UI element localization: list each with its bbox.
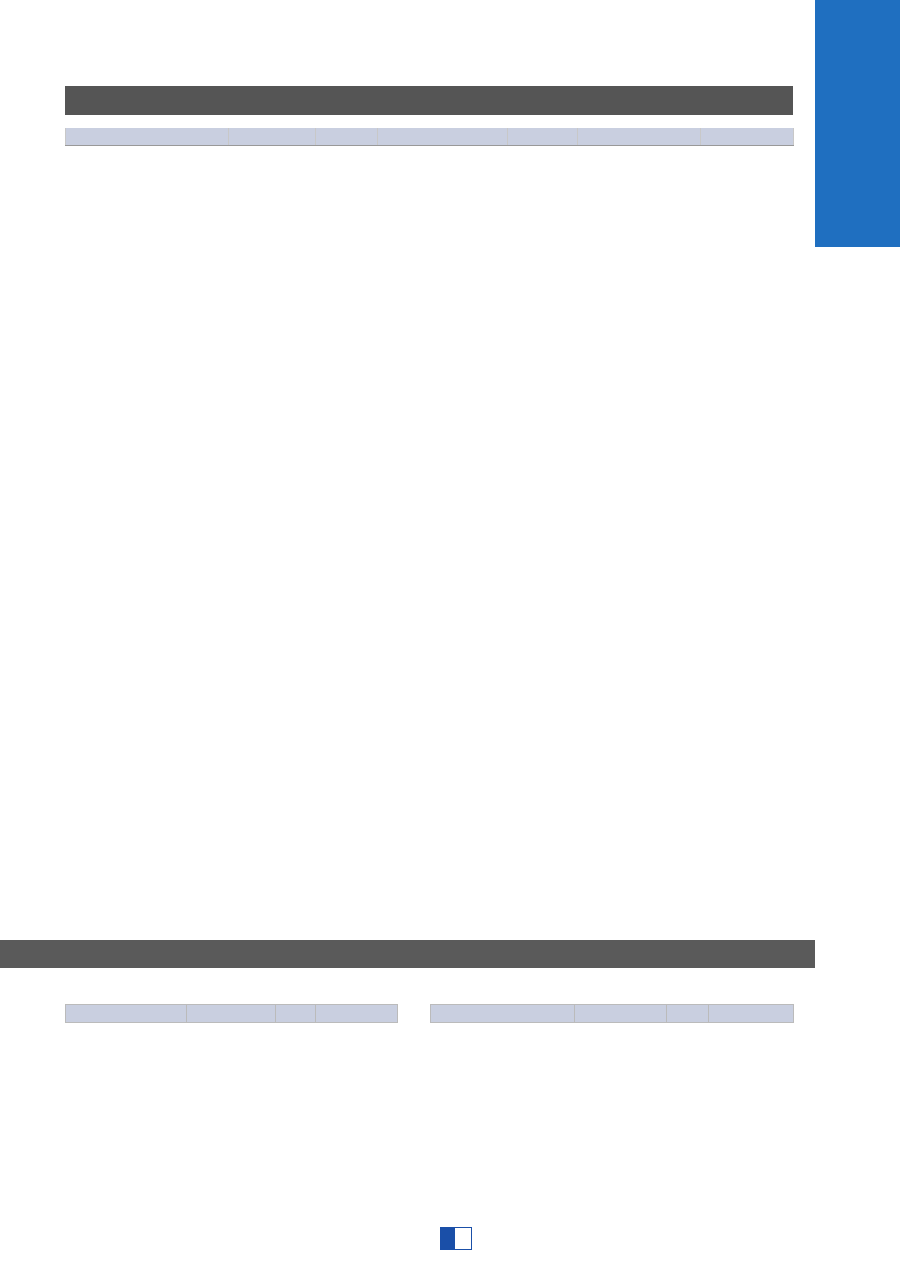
- section-divider: [0, 940, 815, 968]
- col-header: [575, 1005, 667, 1023]
- col-header: [431, 1005, 575, 1023]
- pl-header-row: [66, 1005, 398, 1023]
- col-header: [378, 128, 508, 146]
- quick-code-number: [454, 1228, 471, 1249]
- col-header: [229, 128, 316, 146]
- col-header: [667, 1005, 709, 1023]
- col-header: [316, 128, 378, 146]
- col-header: [66, 1005, 187, 1023]
- col-header: [701, 128, 794, 146]
- pl-table-left: [65, 1004, 398, 1023]
- col-header: [709, 1005, 794, 1023]
- quick-code-badge: [440, 1227, 472, 1250]
- col-header: [508, 128, 578, 146]
- pl-header-row: [431, 1005, 794, 1023]
- col-header: [276, 1005, 316, 1023]
- section-title: [65, 86, 793, 115]
- spec-header-row: [66, 128, 794, 146]
- col-header: [578, 128, 701, 146]
- col-header: [187, 1005, 276, 1023]
- pl-table-right: [430, 1004, 794, 1023]
- quick-word: [441, 1228, 449, 1249]
- col-header: [316, 1005, 398, 1023]
- col-header: [66, 128, 229, 146]
- category-tab[interactable]: [815, 0, 900, 247]
- spec-table: [65, 128, 794, 146]
